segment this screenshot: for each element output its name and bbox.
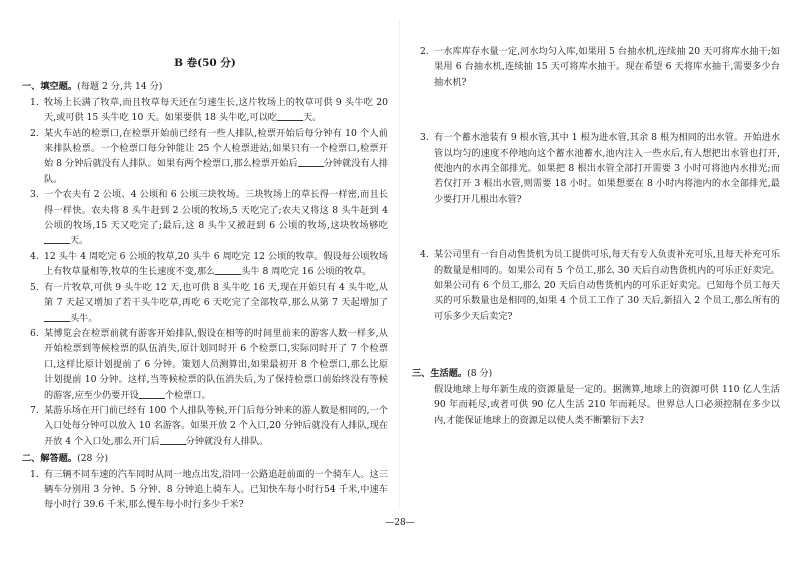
fill-in-question-6 <box>22 326 388 403</box>
answer-space <box>412 324 780 364</box>
question-number: 3. <box>420 132 429 144</box>
solve-question-3 <box>412 130 780 207</box>
life-question <box>412 382 780 428</box>
answer-blank[interactable] <box>298 156 324 167</box>
right-column <box>412 44 780 428</box>
left-column <box>22 44 388 513</box>
answer-space <box>412 207 780 247</box>
question-text: 12 头牛 4 周吃完 6 公顷的牧草,20 头牛 6 周吃完 12 公顷的牧草。假设每公顷牧场上有牧草量相等,牧草的生长速度不变,那么 <box>44 250 388 278</box>
question-text: 有三辆不同车速的汽车同时从同一地点出发,沿同一公路追赶前面的一个骑车人。这三辆车分别用 3 分钟、5 分钟、8 分钟追上骑车人。已知快车每小时行54 千米,中速车每小时行 39.6 千米,那么慢车每小时行多少千米? <box>44 468 388 511</box>
solve-question-4 <box>412 247 780 324</box>
section-solve-title: 二、解答题。 <box>22 453 78 465</box>
question-text: 某公司里有一台自动售货机为员工提供可乐,每天有专人负责补充可乐,且每天补充可乐的数量是相同的。如果公司有 5 个员工,那么 30 天后自动售货机内的可乐正好卖完。如果公司有 6 个员工,那么 20 天后自动售货机内的可乐正好卖完。已知每个员工每天买的可乐数量也是相同的,如果 4 个员工工作了 30 天后,新招入 2 个员工,那么所有的可乐多少天后卖完? <box>434 249 780 322</box>
section-life-note: (8 分) <box>467 368 493 380</box>
section-fill-in <box>22 79 388 94</box>
question-text: 一水库库存水量一定,河水均匀入库,如果用 5 台抽水机,连续抽 20 天可将库水抽干;如果用 6 台抽水机,连续抽 15 天可将库水抽干。现在希望 6 天将库水抽干,需要多少台抽水机? <box>434 46 780 88</box>
question-number: 3. <box>30 189 39 201</box>
question-text: 某游乐场在开门前已经有 100 个人排队等候,开门后每分钟来的游人数是相同的,一个入口处每分钟可以放入 10 名游客。如果开放 2 个入口,20 分钟后就没有人排队,现在开放 4 个入口处,那么开门后 <box>44 404 388 447</box>
question-text-tail: 头牛 8 周吃完 16 公顷的牧草。 <box>241 266 372 278</box>
page-number: —28— <box>385 518 415 528</box>
question-number: 7. <box>30 404 39 416</box>
fill-in-question-2 <box>22 126 388 188</box>
fill-in-question-3 <box>22 187 388 249</box>
question-number: 5. <box>30 281 39 293</box>
answer-blank[interactable] <box>139 388 165 399</box>
solve-question-2 <box>412 44 780 90</box>
answer-blank[interactable] <box>277 110 303 121</box>
section-fill-in-note: (每题 2 分,共 14 分) <box>77 81 163 93</box>
question-text-tail: 分钟就没有人排队。 <box>185 435 269 447</box>
fill-in-question-7 <box>22 403 388 449</box>
column-divider <box>399 20 400 510</box>
question-number: 1. <box>30 96 39 108</box>
question-text: 有一片牧草,可供 9 头牛吃 12 天,也可供 8 头牛吃 16 天,现在开始只有 4 头牛吃,从第 7 天起又增加了若干头牛吃草,再吃 6 天吃完了全部牧草,那么从第 7 天起增加了 <box>44 281 388 309</box>
answer-space <box>412 90 780 130</box>
question-text-tail: 天。 <box>70 235 89 247</box>
section-solve <box>22 451 388 466</box>
question-text-tail: 天。 <box>303 112 322 124</box>
question-text: 一个农夫有 2 公顷、4 公顷和 6 公顷三块牧场。三块牧场上的草长得一样密,而且长得一样快。农夫将 8 头牛赶到 2 公顷的牧场,5 天吃完了;农夫又将这 8 头牛赶到 4 公顷的牧场,15 天又吃完了;最后,这 8 头牛又被赶到 6 公顷的牧场,这块牧场够吃 <box>44 189 388 232</box>
answer-blank[interactable] <box>215 264 241 275</box>
question-number: 4. <box>30 250 39 262</box>
paper-title: B 卷(50 分) <box>174 57 236 69</box>
fill-in-question-1 <box>22 95 388 126</box>
question-text-tail: 个检票口。 <box>164 389 211 401</box>
answer-blank[interactable] <box>44 233 70 244</box>
question-text: 某博览会在检票前就有游客开始排队,假设在相等的时间里前来的游客人数一样多,从开始检票到等候检票的队伍消失,原计划同时开 6 个检票口,实际同时开了 7 个检票口,这样比原计划提前了 6 分钟。策划人员测算出,如果最初开 8 个检票口,那么比原计划提前 10 分钟。这样,当等候检票的队伍消失后,为了保持检票口前始终没有等候的游客,应至少仍要开设 <box>44 327 388 401</box>
question-text: 假设地球上每年新生成的资源量是一定的。据测算,地球上的资源可供 110 亿人生活 90 年而耗尽,或者可供 90 亿人生活 210 年而耗尽。世界总人口必须控制在多少以内,才能保证地球上的资源足以使人类不断繁衍下去? <box>434 383 780 426</box>
answer-blank[interactable] <box>160 434 186 445</box>
question-number: 4. <box>420 249 429 261</box>
fill-in-question-4 <box>22 249 388 280</box>
answer-blank[interactable] <box>44 311 70 322</box>
section-life <box>412 366 780 381</box>
question-number: 1. <box>30 468 39 480</box>
question-number: 6. <box>30 327 39 339</box>
fill-in-question-5 <box>22 280 388 326</box>
question-text: 有一个蓄水池装有 9 根水管,其中 1 根为进水管,其余 8 根为相同的出水管。开始进水管以均匀的速度不停地向这个蓄水池蓄水,池内注入一些水后,有人想把出水管也打开,使池内的水再全部排光。如果把 8 根出水管全部打开需要 3 小时可将池内水排光;而若仅打开 3 根出水管,则需要 18 小时。如果想要在 8 小时内将池内的水全部排光,最少要打开几根出水管? <box>434 132 780 205</box>
question-text-tail: 分钟就没有人排队。 <box>44 158 389 185</box>
question-number: 2. <box>30 127 39 139</box>
question-text: 某火车站的检票口,在检票开始前已经有一些人排队,检票开始后每分钟有 10 个人前来排队检票。一个检票口每分钟能让 25 个人检票进站,如果只有一个检票口,检票开始 8 分钟后就没有人排队。如果有两个检票口,那么检票开始后 <box>44 127 388 170</box>
question-text: 牧场上长满了牧草,而且牧草每天还在匀速生长,这片牧场上的牧草可供 9 头牛吃 20 天,或可供 15 头牛吃 10 天。如果要供 18 头牛吃,可以吃 <box>44 96 388 124</box>
question-number: 2. <box>420 46 429 57</box>
question-text-tail: 头牛。 <box>70 312 98 324</box>
section-solve-note: (28 分) <box>77 453 109 465</box>
section-fill-in-title: 一、填空题。 <box>22 81 78 93</box>
solve-question-1 <box>22 467 388 513</box>
section-life-title: 三、生活题。 <box>412 368 468 380</box>
